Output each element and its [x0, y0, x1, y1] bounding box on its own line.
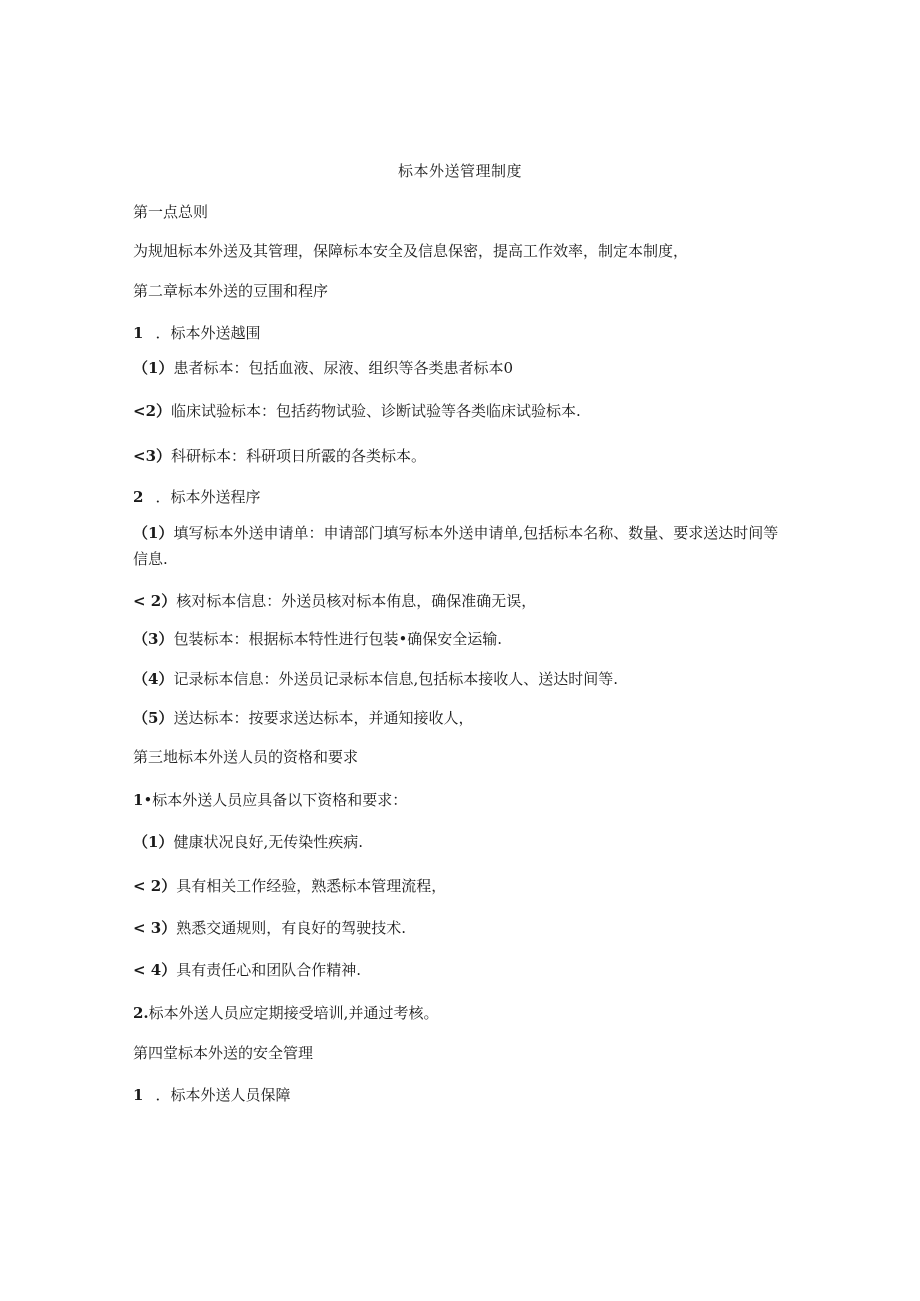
line-text: 科研标本：科研项日所霰的各类标本。: [171, 447, 427, 465]
item-number: < 2）: [133, 592, 177, 610]
item-number: （1）: [133, 833, 174, 851]
line-text: 包装标本：根据标本特性进行包装•确保安全运输.: [173, 630, 503, 648]
item-number: （4）: [133, 670, 174, 688]
item-number: （3）: [133, 630, 174, 648]
list-item: [133, 626, 793, 652]
line-text: 熟悉交通规则，有良好的驾驶技术.: [176, 919, 407, 937]
line-text: 第四堂标本外送的安全管理: [133, 1044, 314, 1062]
item-number: （1）: [133, 524, 174, 542]
item-number: 1: [133, 1086, 144, 1104]
item-number: 1: [133, 791, 144, 809]
list-item: [133, 520, 783, 572]
line-text: 患者标本：包括血液、尿液、组织等各类患者标本0: [173, 359, 513, 377]
line-text: 标本外送人员应定期接受培训,并通过考核。: [148, 1004, 439, 1022]
line-text: 核对标本信息：外送员核对标本侑息，确保准确无误，: [176, 592, 537, 610]
line-text: 第一点总则: [133, 203, 209, 221]
list-item: [133, 915, 793, 941]
chapter-3-heading: [133, 744, 793, 770]
list-item: [133, 588, 793, 614]
document-title: 标本外送管理制度: [397, 162, 522, 180]
chapter-2-heading: [133, 278, 793, 304]
line-text: 填写标本外送申请单：申请部门填写标本外送申请单,包括标本名称、数量、要求送达时间等信息.: [133, 524, 779, 568]
list-item: [133, 829, 793, 855]
list-item: [133, 443, 793, 469]
item-number: < 4）: [133, 961, 177, 979]
item-number: 2: [133, 488, 144, 506]
chapter-4-heading: [133, 1040, 793, 1066]
item-number: 1: [133, 324, 144, 342]
list-item: [133, 355, 793, 381]
list-item: [133, 666, 793, 692]
line-text: 具有责任心和团队合作精神.: [176, 961, 362, 979]
item-number: < 3）: [133, 919, 177, 937]
section-2-1-heading: [133, 320, 793, 346]
item-number: < 2）: [133, 877, 177, 895]
item-number: <2）: [133, 402, 172, 420]
chapter-1-heading: [133, 199, 793, 225]
item-number: <3）: [133, 447, 172, 465]
section-3-2-paragraph: [133, 1000, 793, 1026]
line-text: 健康状况良好,无传染性疾病.: [173, 833, 363, 851]
line-text: ．标本外送人员保障: [155, 1086, 291, 1104]
line-text: 为规旭标本外送及其管理，保障标本安全及信息保密，提高工作效率，制定本制度，: [133, 242, 689, 260]
line-text: •标本外送人员应具备以下资格和要求：: [143, 791, 408, 809]
line-text: ．标本外送程序: [155, 488, 261, 506]
line-text: 具有相关工作经验，熟悉标本管理流程，: [176, 877, 447, 895]
list-item: [133, 957, 793, 983]
item-number: （5）: [133, 709, 174, 727]
item-number: 2.: [133, 1004, 149, 1022]
item-number: （1）: [133, 359, 174, 377]
line-text: ．标本外送越围: [155, 324, 261, 342]
line-text: 送达标本：按要求送达标本，并通知接收人，: [173, 709, 474, 727]
section-2-2-heading: [133, 484, 793, 510]
list-item: [133, 705, 793, 731]
line-text: 第三地标本外送人员的资格和要求: [133, 748, 359, 766]
section-3-1-heading: [133, 787, 793, 813]
line-text: 临床试验标本：包括药物试验、诊断试验等各类临床试验标本.: [171, 402, 581, 420]
purpose-paragraph: [133, 238, 793, 264]
list-item: [133, 873, 793, 899]
list-item: [133, 398, 793, 424]
line-text: 第二章标本外送的豆围和程序: [133, 282, 329, 300]
section-4-1-heading: [133, 1082, 793, 1108]
line-text: 记录标本信息：外送员记录标本信息,包括标本接收人、送达时间等.: [173, 670, 618, 688]
